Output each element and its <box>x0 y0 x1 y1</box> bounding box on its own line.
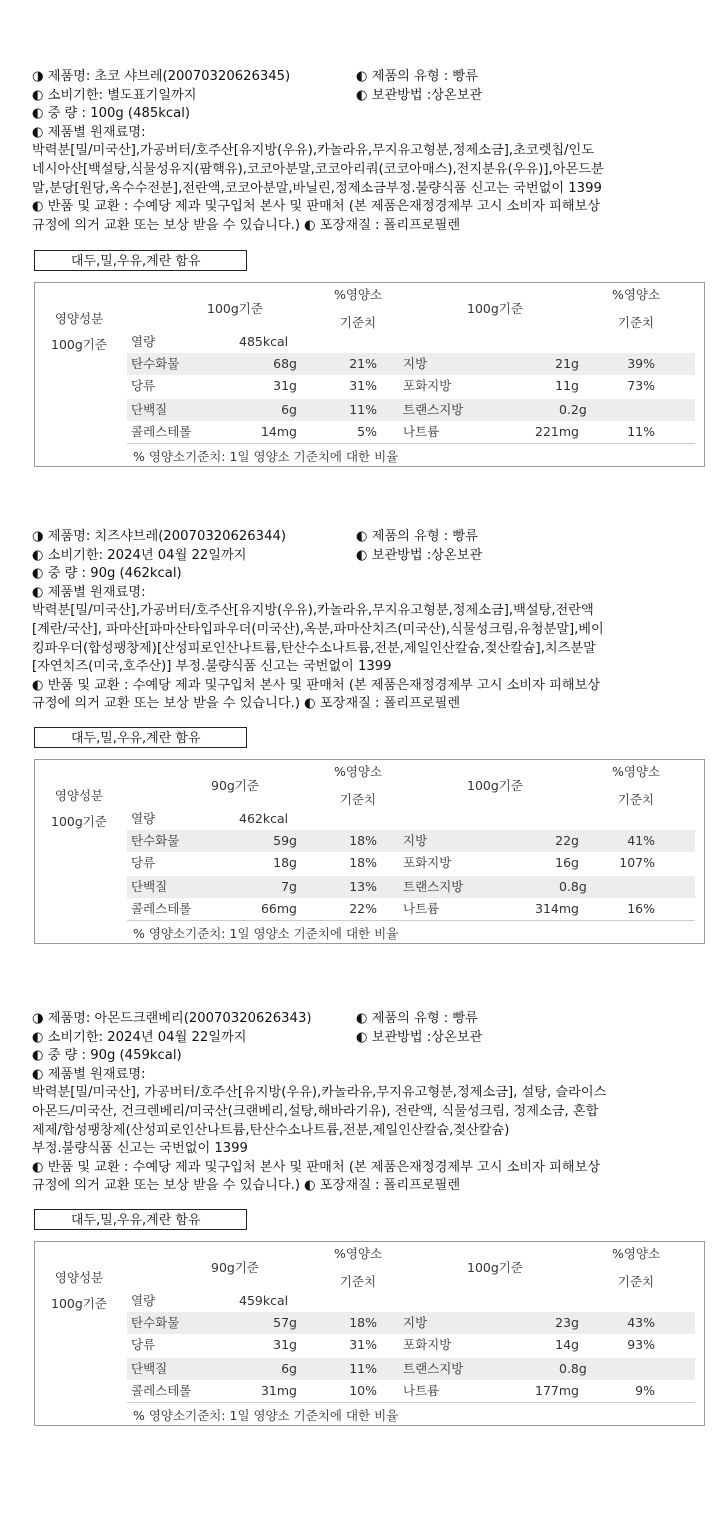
nutrient-pct: 31% <box>349 378 377 393</box>
nutrient-name: 트랜스지방 <box>403 1361 464 1376</box>
pct-header-sub: 기준치 <box>617 315 655 330</box>
pct-header-sub: 기준치 <box>339 792 377 807</box>
nutrient-pct: 5% <box>357 424 377 439</box>
exchange-policy: 규정에 의거 교환 또는 보상 받을 수 있습니다.) ◐ 포장재질 : 폴리프로필렌 <box>32 696 461 712</box>
right-basis-header: 100g기준 <box>467 301 523 316</box>
nutrient-row <box>127 353 695 375</box>
nutrient-name: 지방 <box>403 1315 428 1330</box>
exchange-policy: ◐ 반품 및 교환 : 수예당 제과 및구입처 본사 및 판매처 (본 제품은재정경제부 고시 소비자 피해보상 <box>32 677 601 693</box>
nutrient-row <box>127 375 695 397</box>
nutrient-amount: 6g <box>281 1361 297 1376</box>
right-basis-header: 100g기준 <box>467 778 523 793</box>
nutrient-amount: 177mg <box>535 1383 579 1398</box>
nutrient-name: 당류 <box>131 378 156 393</box>
nutrition-table <box>34 1241 705 1426</box>
storage-method: ◐ 보관방법 :상온보관 <box>356 1029 483 1045</box>
nutrient-pct: 22% <box>349 901 377 916</box>
nutrient-amount: 16g <box>555 855 579 870</box>
kcal-row <box>127 331 327 353</box>
nutrient-name: 콜레스테롤 <box>131 901 192 916</box>
nutrient-name: 나트륨 <box>403 901 440 916</box>
ingredients-title: ◐ 제품별 원재료명: <box>32 584 146 600</box>
ingredients-line: 박력분[밀/미국산],가공버터/호주산[유지방(우유),카놀라유,무지유고형분,정제소금],초코렛칩/인도 <box>32 143 594 159</box>
nutrient-name: 탄수화물 <box>131 1315 180 1330</box>
nutrient-row <box>127 898 695 920</box>
kcal-label: 열량 <box>131 811 156 826</box>
nutrient-amount: 18g <box>273 855 297 870</box>
ingredients-line: 아몬드/미국산, 건크렌베리/미국산(크랜베리,설탕,해바라기유), 전란액, 식물성크림, 정제소금, 혼합 <box>32 1103 599 1119</box>
nutrient-pct: 10% <box>349 1383 377 1398</box>
nutrient-name: 단백질 <box>131 879 168 894</box>
nutrient-row <box>127 876 695 898</box>
product-type: ◐ 제품의 유형 : 빵류 <box>356 1011 478 1026</box>
ingredients-line: 박력분[밀/미국산],가공버터/호주산[유지방(우유),카놀라유,무지유고형분,정제소금],백설탕,전란액 <box>32 603 594 619</box>
product-section-1 <box>0 68 720 498</box>
nutrition-side-basis: 100g기준 <box>51 1296 107 1311</box>
nutrient-pct: 43% <box>627 1315 655 1330</box>
nutrient-row <box>127 1358 695 1380</box>
nutrient-name: 지방 <box>403 356 428 371</box>
right-basis-header: 100g기준 <box>467 1260 523 1275</box>
weight: ◐ 중 량 : 90g (462kcal) <box>32 566 182 582</box>
weight: ◐ 중 량 : 90g (459kcal) <box>32 1048 182 1064</box>
ingredients-line: 부정.불량식품 신고는 국번없이 1399 <box>32 1141 248 1157</box>
nutrient-amount: 0.8g <box>559 879 587 894</box>
nutrient-amount: 0.2g <box>559 402 587 417</box>
ingredients-line: [계란/국산], 파마산[파마산타입파우더(미국산),옥분,파마산치즈(미국산),식물성크림,유청분말],베이 <box>32 621 604 637</box>
product-name: ◑ 제품명: 초코 샤브레(20070320626345) <box>32 69 291 84</box>
storage-method: ◐ 보관방법 :상온보관 <box>356 547 483 563</box>
ingredients-line: [자연치즈(미국,호주산)] 부정.불량식품 신고는 국번없이 1399 <box>32 659 392 675</box>
allergen-box: 대두,밀,우유,계란 함유 <box>34 250 247 271</box>
kcal-label: 열량 <box>131 1293 156 1308</box>
nutrient-name: 탄수화물 <box>131 356 180 371</box>
ingredients-line: 네시아산[백설탕,식물성유지(팜핵유),코코아분말,코코아리쿼(코코아매스),전지분유(우유)],아몬드분 <box>32 161 604 177</box>
nutrient-amount: 7g <box>281 879 297 894</box>
kcal-value: 485kcal <box>239 334 289 349</box>
product-type: ◐ 제품의 유형 : 빵류 <box>356 529 478 544</box>
nutrient-name: 지방 <box>403 833 428 848</box>
nutrient-name: 단백질 <box>131 402 168 417</box>
nutrient-pct: 9% <box>635 1383 655 1398</box>
pct-header-sub: 기준치 <box>617 792 655 807</box>
product-info <box>32 528 697 714</box>
pct-header-sub: 기준치 <box>339 1274 377 1289</box>
nutrient-pct: 21% <box>349 356 377 371</box>
pct-header-sub: 기준치 <box>339 315 377 330</box>
nutrition-table <box>34 759 705 944</box>
product-name: ◑ 제품명: 아몬드크랜베리(20070320626343) <box>32 1011 312 1026</box>
nutrition-footnote: % 영양소기준치: 1일 영양소 기준치에 대한 비율 <box>133 1408 399 1423</box>
nutrient-pct: 18% <box>349 1315 377 1330</box>
nutrient-amount: 6g <box>281 402 297 417</box>
nutrient-pct: 18% <box>349 833 377 848</box>
nutrient-name: 콜레스테롤 <box>131 424 192 439</box>
nutrition-side-label: 영양성분 <box>54 788 104 803</box>
nutrient-amount: 68g <box>273 356 297 371</box>
nutrient-pct: 31% <box>349 1337 377 1352</box>
nutrition-side-basis: 100g기준 <box>51 814 107 829</box>
nutrient-name: 포화지방 <box>403 378 452 393</box>
kcal-row <box>127 808 327 830</box>
product-section-2 <box>0 528 720 958</box>
nutrient-name: 나트륨 <box>403 424 440 439</box>
nutrient-name: 당류 <box>131 855 156 870</box>
pct-header-sub: 기준치 <box>617 1274 655 1289</box>
nutrient-name: 트랜스지방 <box>403 402 464 417</box>
nutrient-amount: 0.8g <box>559 1361 587 1376</box>
nutrient-row <box>127 399 695 421</box>
nutrient-amount: 221mg <box>535 424 579 439</box>
left-basis-header: 90g기준 <box>211 1260 259 1275</box>
exchange-policy: ◐ 반품 및 교환 : 수예당 제과 및구입처 본사 및 판매처 (본 제품은재정경제부 고시 소비자 피해보상 <box>32 1159 601 1175</box>
nutrition-footnote: % 영양소기준치: 1일 영양소 기준치에 대한 비율 <box>133 926 399 941</box>
nutrient-name: 단백질 <box>131 1361 168 1376</box>
divider <box>127 920 695 921</box>
nutrient-pct: 16% <box>627 901 655 916</box>
nutrient-amount: 31g <box>273 1337 297 1352</box>
nutrition-footnote: % 영양소기준치: 1일 영양소 기준치에 대한 비율 <box>133 449 399 464</box>
divider <box>127 443 695 444</box>
nutrient-name: 트랜스지방 <box>403 879 464 894</box>
product-info <box>32 68 697 235</box>
nutrient-amount: 314mg <box>535 901 579 916</box>
nutrient-row <box>127 421 695 443</box>
nutrient-pct: 18% <box>349 855 377 870</box>
nutrient-amount: 22g <box>555 833 579 848</box>
product-type: ◐ 제품의 유형 : 빵류 <box>356 69 478 84</box>
nutrient-pct: 11% <box>349 402 377 417</box>
nutrient-pct: 13% <box>349 879 377 894</box>
product-name: ◑ 제품명: 치즈샤브레(20070320626344) <box>32 529 287 544</box>
nutrient-amount: 31g <box>273 378 297 393</box>
nutrient-row <box>127 830 695 852</box>
exchange-policy: 규정에 의거 교환 또는 보상 받을 수 있습니다.) ◐ 포장재질 : 폴리프로필렌 <box>32 217 461 233</box>
pct-header: %영양소 <box>333 764 383 779</box>
nutrient-amount: 14g <box>555 1337 579 1352</box>
ingredients-line: 제제/합성팽창제(산성피로인산나트륨,탄산수소나트륨,전분,제일인산칼슘,젖산칼슘) <box>32 1122 510 1138</box>
expiry-date: ◐ 소비기한: 2024년 04월 22일까지 <box>32 547 247 563</box>
allergen-box: 대두,밀,우유,계란 함유 <box>34 1209 247 1230</box>
nutrient-amount: 23g <box>555 1315 579 1330</box>
nutrient-amount: 14mg <box>260 424 297 439</box>
nutrient-name: 콜레스테롤 <box>131 1383 192 1398</box>
ingredients-title: ◐ 제품별 원재료명: <box>32 124 146 140</box>
exchange-policy: ◐ 반품 및 교환 : 수예당 제과 및구입처 본사 및 판매처 (본 제품은재정경제부 고시 소비자 피해보상 <box>32 199 601 215</box>
left-basis-header: 90g기준 <box>211 778 259 793</box>
nutrient-name: 당류 <box>131 1337 156 1352</box>
nutrient-row <box>127 1334 695 1356</box>
product-info <box>32 1010 697 1196</box>
nutrient-pct: 39% <box>627 356 655 371</box>
pct-header: %영양소 <box>611 1246 661 1261</box>
nutrient-amount: 66mg <box>260 901 297 916</box>
divider <box>127 1402 695 1403</box>
nutrient-row <box>127 1312 695 1334</box>
nutrient-name: 포화지방 <box>403 1337 452 1352</box>
nutrient-pct: 11% <box>349 1361 377 1376</box>
pct-header: %영양소 <box>333 1246 383 1261</box>
nutrition-side-label: 영양성분 <box>54 311 104 326</box>
weight: ◐ 중 량 : 100g (485kcal) <box>32 106 191 122</box>
product-section-3 <box>0 1010 720 1440</box>
nutrient-name: 탄수화물 <box>131 833 180 848</box>
ingredients-line: 말,분당[원당,옥수수전분],전란액,코코아분말,바닐린,정제소금부정.불량식품 신고는 국번없이 1399 <box>32 180 602 196</box>
pct-header: %영양소 <box>611 764 661 779</box>
expiry-date: ◐ 소비기한: 2024년 04월 22일까지 <box>32 1029 247 1045</box>
expiry-date: ◐ 소비기한: 별도표기일까지 <box>32 87 197 103</box>
nutrition-table <box>34 282 705 467</box>
storage-method: ◐ 보관방법 :상온보관 <box>356 87 483 103</box>
pct-header: %영양소 <box>611 287 661 302</box>
exchange-policy: 규정에 의거 교환 또는 보상 받을 수 있습니다.) ◐ 포장재질 : 폴리프로필렌 <box>32 1178 461 1194</box>
nutrient-amount: 21g <box>555 356 579 371</box>
nutrition-side-basis: 100g기준 <box>51 337 107 352</box>
nutrient-pct: 73% <box>627 378 655 393</box>
nutrient-amount: 11g <box>555 378 579 393</box>
nutrient-name: 나트륨 <box>403 1383 440 1398</box>
nutrient-amount: 57g <box>273 1315 297 1330</box>
nutrient-row <box>127 1380 695 1402</box>
nutrient-amount: 59g <box>273 833 297 848</box>
ingredients-line: 킹파우더(합성팽창제)[산성피로인산나트륨,탄산수소나트륨,전분,제일인산칼슘,젖산칼슘],치즈분말 <box>32 640 596 656</box>
pct-header: %영양소 <box>333 287 383 302</box>
left-basis-header: 100g기준 <box>207 301 263 316</box>
nutrient-pct: 11% <box>627 424 655 439</box>
nutrition-side-label: 영양성분 <box>54 1270 104 1285</box>
kcal-label: 열량 <box>131 334 156 349</box>
nutrient-amount: 31mg <box>260 1383 297 1398</box>
nutrient-pct: 107% <box>619 855 655 870</box>
nutrient-name: 포화지방 <box>403 855 452 870</box>
ingredients-line: 박력분[밀/미국산], 가공버터/호주산[유지방(우유),카놀라유,무지유고형분,정제소금], 설탕, 슬라이스 <box>32 1085 607 1101</box>
kcal-row <box>127 1290 327 1312</box>
kcal-value: 459kcal <box>239 1293 289 1308</box>
ingredients-title: ◐ 제품별 원재료명: <box>32 1066 146 1082</box>
allergen-box: 대두,밀,우유,계란 함유 <box>34 727 247 748</box>
nutrient-pct: 93% <box>627 1337 655 1352</box>
nutrient-pct: 41% <box>627 833 655 848</box>
nutrient-row <box>127 852 695 874</box>
kcal-value: 462kcal <box>239 811 289 826</box>
